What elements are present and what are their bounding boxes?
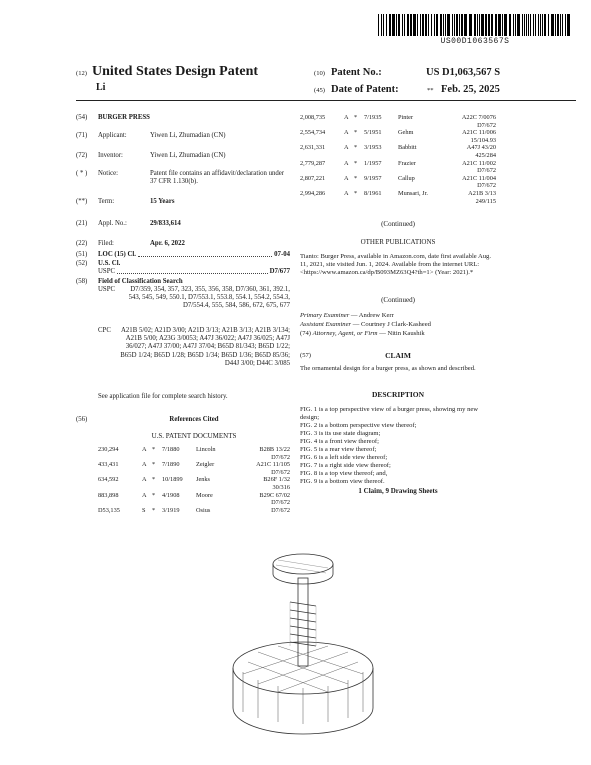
inventor-surname: Li — [96, 82, 106, 93]
barcode-bar — [402, 14, 403, 36]
reference-no: 230,294 — [98, 446, 119, 453]
reference-kind: A — [344, 174, 349, 182]
claim-text: The ornamental design for a burger press, as shown and described. — [300, 365, 476, 372]
us-patent-documents-label: U.S. PATENT DOCUMENTS — [151, 432, 237, 440]
reference-no: 2,008,735 — [300, 114, 326, 121]
reference-name: Zeigler — [196, 461, 215, 469]
reference-row — [300, 144, 496, 152]
continued-publications: (Continued) — [381, 296, 415, 304]
reference-cls2: D7/672 — [477, 182, 496, 190]
date-mark: ** — [427, 87, 434, 94]
barcode-bar — [535, 14, 536, 36]
reference-cls: D7/672 — [271, 506, 290, 514]
reference-cls2: 425/284 — [475, 151, 496, 159]
barcode-bar — [386, 14, 387, 36]
barcode-bar — [567, 14, 570, 36]
reference-cls: B29C 67/02 — [259, 491, 290, 499]
reference-row — [300, 114, 496, 122]
barcode-bar — [398, 14, 400, 36]
reference-star: * — [354, 129, 358, 137]
reference-no: 634,592 — [98, 476, 119, 484]
reference-row — [300, 190, 496, 198]
reference-name: Callup — [398, 174, 415, 182]
reference-name: Munsari, Jr. — [398, 189, 428, 197]
reference-name: Osius — [196, 506, 211, 514]
reference-cls: A21C 11/006 — [462, 129, 496, 137]
field-58-note: See application file for complete search history. — [98, 393, 228, 400]
reference-date: 8/1961 — [364, 189, 382, 197]
reference-kind: A — [142, 476, 147, 484]
field-term: (**) Term: 15 Years — [76, 198, 175, 205]
barcode-bar — [522, 14, 523, 36]
reference-date: 1/1957 — [364, 159, 382, 167]
barcode-bar — [504, 14, 507, 36]
reference-name: Babbitt — [398, 144, 417, 152]
reference-row — [98, 476, 290, 484]
barcode-number: US00D1063567S — [440, 37, 510, 46]
field-notice: ( * ) Notice: Patent file contains an affidavit/declaration under 37 CFR 1.130(b). — [76, 170, 285, 186]
patent-number: US D1,063,567 S — [426, 67, 501, 78]
barcode-bar — [454, 14, 455, 36]
field-56: (56) References Cited — [76, 416, 219, 423]
reference-kind: A — [344, 159, 349, 167]
barcode-bar — [425, 14, 427, 36]
reference-row — [98, 507, 290, 515]
barcode-bar — [488, 14, 490, 36]
barcode-bar — [548, 14, 549, 36]
barcode-bar — [540, 14, 541, 36]
barcode-bar — [461, 14, 463, 36]
barcode-bar — [530, 14, 531, 36]
base-side-lines — [243, 672, 363, 724]
barcode-bar — [509, 14, 511, 36]
reference-cls: B26F 1/32 — [263, 476, 290, 484]
barcode-bar — [481, 14, 484, 36]
barcode-bar — [381, 14, 382, 36]
barcode-bar — [440, 14, 442, 36]
barcode-bar — [413, 14, 416, 36]
reference-no: 883,898 — [98, 491, 119, 499]
reference-row — [300, 175, 496, 183]
barcode-bar — [557, 14, 559, 36]
patent-type-title: United States Design Patent — [92, 64, 259, 79]
barcode-bar — [447, 14, 450, 36]
reference-name: Moore — [196, 491, 213, 499]
barcode-bar — [544, 14, 546, 36]
header-rule — [76, 100, 576, 101]
description-line: FIG. 3 is its use state diagram; — [300, 430, 381, 437]
reference-date: 3/1953 — [364, 144, 382, 152]
barcode-bar — [562, 14, 563, 36]
reference-no: 2,994,286 — [300, 189, 326, 197]
reference-star: * — [354, 189, 358, 197]
reference-no: 433,431 — [98, 461, 119, 469]
barcode-bar — [538, 14, 539, 36]
barcode-bar — [431, 14, 432, 36]
barcode-bar — [474, 14, 476, 36]
reference-date: 7/1880 — [162, 446, 180, 453]
barcode-bar — [452, 14, 453, 36]
description-line: FIG. 2 is a bottom perspective view thereof; — [300, 422, 417, 429]
field-58-cpc: CPC A21B 5/02; A21D 3/00; A21D 3/13; A21B 3/13; A21B 3/134; A21B 5/00; A23G 3/0053; A47J 36/022; A47J 36/025; A47J 36/027; A47J 37/00; A47J 37/04; B65D 81/343; B65D 1/22; B65D 1/24; B65D 1/28; B65D 1/34; B65D 1/36; B65D 85/36; D44J 3/00; D44C 3/085 — [98, 327, 290, 367]
description-line: FIG. 7 is a right side view thereof; — [300, 462, 391, 469]
field-21: (21) Appl. No.: 29/833,614 — [76, 220, 181, 227]
base-top-grid — [243, 646, 363, 692]
description-line: FIG. 1 is a top perspective view of a burger press, showing my new design; — [300, 406, 479, 421]
reference-cls2: 249/115 — [475, 197, 496, 205]
reference-kind: S — [142, 506, 146, 514]
reference-date: 7/1935 — [364, 114, 382, 121]
primary-examiner: Primary Examiner — Andrew Kerr — [300, 312, 394, 319]
reference-cls: A21B 3/13 — [468, 189, 496, 197]
barcode-bar — [428, 14, 429, 36]
assistant-examiner: Assistant Examiner — Courtney J Clark-Kasheed — [300, 321, 431, 328]
field-71: (71) Applicant: Yiwen Li, Zhumadian (CN) — [76, 132, 226, 139]
code-10: (10) — [314, 70, 325, 77]
reference-date: 9/1957 — [364, 174, 382, 182]
reference-cls2: D7/672 — [477, 167, 496, 175]
reference-kind: A — [344, 189, 349, 197]
barcode-bar — [436, 14, 438, 36]
barcode-bar — [542, 14, 543, 36]
barcode-bar — [459, 14, 460, 36]
reference-name: Jenks — [196, 476, 210, 484]
barcode-bar — [524, 14, 525, 36]
reference-cls2: D7/672 — [271, 468, 290, 476]
continued-references: (Continued) — [381, 220, 415, 228]
reference-no: D53,135 — [98, 506, 120, 514]
claim-label: CLAIM — [385, 351, 411, 360]
description-line: FIG. 9 is a bottom view thereof. — [300, 478, 385, 485]
barcode-bar — [396, 14, 397, 36]
attorney: (74) Attorney, Agent, or Firm — Nitin Kaushik — [300, 330, 425, 337]
reference-date: 5/1951 — [364, 129, 382, 137]
reference-cls: A21C 11/004 — [462, 174, 496, 182]
reference-star: * — [152, 446, 156, 453]
description-label: DESCRIPTION — [371, 390, 425, 399]
reference-kind: A — [142, 491, 147, 499]
field-22: (22) Filed: Apr. 6, 2022 — [76, 240, 185, 247]
reference-cls2: 30/316 — [272, 483, 290, 491]
barcode-bar — [477, 14, 478, 36]
reference-star: * — [354, 159, 358, 167]
barcode-bar — [517, 14, 520, 36]
barcode-bar — [389, 14, 391, 36]
description-line: FIG. 5 is a rear view thereof; — [300, 446, 377, 453]
reference-row — [300, 129, 496, 137]
reference-no: 2,631,331 — [300, 144, 326, 152]
knob-hatch — [276, 560, 328, 573]
barcode-bar — [469, 14, 472, 36]
barcode-bar — [479, 14, 480, 36]
reference-cls2: D7/672 — [271, 499, 290, 507]
reference-no: 2,807,221 — [300, 174, 326, 182]
field-52-uspc: USPC D7/677 — [98, 268, 290, 275]
barcode — [378, 14, 572, 36]
reference-no: 2,554,734 — [300, 129, 326, 137]
reference-star: * — [152, 506, 156, 514]
barcode-bar — [513, 14, 514, 36]
barcode-bar — [515, 14, 516, 36]
code-45: (45) — [314, 87, 325, 94]
field-58: (58) Field of Classification Search — [76, 278, 183, 285]
reference-star: * — [152, 476, 156, 484]
reference-star: * — [152, 461, 156, 469]
burger-press-drawing — [218, 540, 388, 750]
barcode-bar — [417, 14, 418, 36]
claims-sheets-summary: 1 Claim, 9 Drawing Sheets — [358, 487, 438, 495]
description-line: FIG. 4 is a front view thereof; — [300, 438, 379, 445]
other-publications-label: OTHER PUBLICATIONS — [360, 238, 436, 246]
reference-star: * — [354, 144, 358, 152]
references-left — [98, 446, 290, 518]
reference-row — [98, 446, 290, 454]
reference-cls2: D7/672 — [271, 453, 290, 461]
field-58-uspc: USPC D7/359, 354, 357, 323, 355, 356, 358, D7/360, 361, 392.1, 543, 545, 549, 550.1, D7/553.1, 553.8, 554.1, 554.2, 554.3, D7/554.4, 555, 584, 586, 672, 675, 677 — [98, 286, 290, 310]
barcode-bar — [422, 14, 424, 36]
barcode-bar — [404, 14, 405, 36]
barcode-bar — [383, 14, 384, 36]
reference-kind: A — [344, 114, 349, 121]
barcode-bar — [551, 14, 554, 36]
reference-star: * — [152, 491, 156, 499]
reference-row — [98, 461, 290, 469]
barcode-bar — [445, 14, 446, 36]
code-57: (57) — [300, 352, 311, 359]
press-spring — [290, 602, 316, 646]
reference-row — [300, 160, 496, 168]
barcode-bar — [434, 14, 435, 36]
description-line: FIG. 6 is a left side view thereof; — [300, 454, 388, 461]
field-51: (51) LOC (15) Cl. 07-04 — [76, 251, 290, 258]
patent-date: Feb. 25, 2025 — [441, 84, 500, 95]
other-publications-text: Tianto: Burger Press, available in Amazon.com, date first available Aug. 11, 2021, site visited Jun. 1, 2024. Available from the internet URL: <https://www.amazon.ca/dp/B093MZ63Q4?th=1> (Year: 2021).* — [300, 253, 491, 276]
references-right — [300, 114, 496, 205]
code-12: (12) — [76, 70, 87, 77]
field-72: (72) Inventor: Yiwen Li, Zhumadian (CN) — [76, 152, 226, 159]
reference-kind: A — [344, 129, 349, 137]
barcode-bar — [407, 14, 409, 36]
field-54: (54) BURGER PRESS — [76, 114, 150, 121]
barcode-bar — [392, 14, 395, 36]
reference-name: Gehm — [398, 129, 414, 137]
barcode-bar — [456, 14, 458, 36]
barcode-bar — [526, 14, 527, 36]
reference-star: * — [354, 114, 358, 121]
barcode-bar — [420, 14, 421, 36]
spring-guide — [290, 602, 316, 646]
reference-date: 4/1908 — [162, 491, 180, 499]
barcode-bar — [443, 14, 444, 36]
reference-date: 3/1919 — [162, 506, 180, 514]
reference-name: Pinter — [398, 114, 414, 121]
reference-cls: A21C 11/002 — [462, 159, 496, 167]
barcode-bar — [560, 14, 561, 36]
barcode-bar — [565, 14, 566, 36]
barcode-bar — [485, 14, 487, 36]
press-stem — [298, 578, 308, 666]
reference-kind: A — [344, 144, 349, 152]
field-52: (52) U.S. Cl. — [76, 260, 121, 267]
reference-cls: A22C 7/0076 — [461, 114, 496, 121]
reference-date: 10/1899 — [162, 476, 183, 484]
reference-kind: A — [142, 446, 147, 453]
barcode-bar — [464, 14, 467, 36]
reference-row — [98, 492, 290, 500]
patent-no-label: Patent No.: — [331, 67, 382, 78]
reference-cls: A47J 43/20 — [466, 144, 496, 152]
barcode-bar — [533, 14, 534, 36]
description-line: FIG. 8 is a top view thereof; and, — [300, 470, 388, 477]
barcode-bar — [555, 14, 556, 36]
barcode-bar — [495, 14, 497, 36]
barcode-bar — [502, 14, 503, 36]
barcode-bar — [378, 14, 379, 36]
reference-date: 7/1890 — [162, 461, 180, 469]
reference-cls: B28B 13/22 — [259, 446, 290, 453]
reference-star: * — [354, 174, 358, 182]
barcode-bar — [491, 14, 493, 36]
reference-cls2: 15/104.93 — [470, 136, 496, 144]
reference-name: Lincoln — [196, 446, 216, 453]
date-label: Date of Patent: — [331, 84, 399, 95]
reference-cls2: D7/672 — [477, 121, 496, 129]
barcode-bar — [528, 14, 529, 36]
barcode-bar — [498, 14, 501, 36]
reference-name: Frazier — [398, 159, 416, 167]
reference-kind: A — [142, 461, 147, 469]
reference-no: 2,779,287 — [300, 159, 326, 167]
reference-cls: A21C 11/105 — [256, 461, 290, 469]
description-lines — [300, 406, 496, 486]
barcode-bar — [410, 14, 412, 36]
